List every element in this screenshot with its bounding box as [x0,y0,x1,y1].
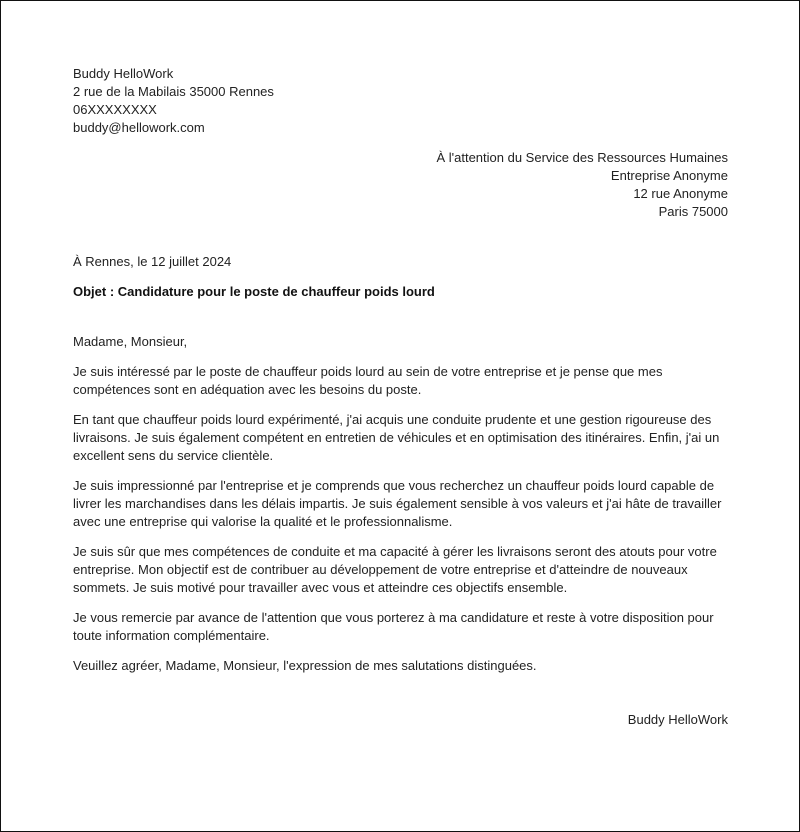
sender-address: 2 rue de la Mabilais 35000 Rennes [73,84,274,99]
paragraph: En tant que chauffeur poids lourd expérimenté, j'ai acquis une conduite prudente et une gestion rigoureuse des livraisons. Je suis également compétent en entretien de véhicules et en optimisation des itinéraires. Enfin, j'ai un excellent sens du service clientèle. [73,412,720,463]
recipient-city: Paris 75000 [658,204,728,219]
sender-phone: 06XXXXXXXX [73,102,157,117]
paragraph: Je suis sûr que mes compétences de conduite et ma capacité à gérer les livraisons seront des atouts pour votre entreprise. Mon objectif est de contribuer au développement de votre entreprise et d'atteindre de nouveaux sommets. Je suis motivé pour travailler avec vous et atteindre ces objectifs ensemble. [73,544,717,595]
closing-formula: Veuillez agréer, Madame, Monsieur, l'expression de mes salutations distinguées. [73,658,537,673]
subject-line: Objet : Candidature pour le poste de chauffeur poids lourd [73,284,435,299]
sender-name: Buddy HelloWork [73,66,174,81]
signature: Buddy HelloWork [627,712,728,727]
paragraph: Je suis impressionné par l'entreprise et je comprends que vous recherchez un chauffeur poids lourd capable de livrer les marchandises dans les délais impartis. Je suis également sensible à vos valeurs et j'ai hâte de travailler avec une entreprise qui valorise la qualité et le professionnalisme. [73,478,722,529]
recipient-attention: À l'attention du Service des Ressources Humaines [436,150,728,165]
greeting: Madame, Monsieur, [73,334,188,349]
paragraph: Je suis intéressé par le poste de chauffeur poids lourd au sein de votre entreprise et je pense que mes compétences sont en adéquation avec les besoins du poste. [73,364,663,397]
recipient-street: 12 rue Anonyme [633,186,728,201]
recipient-company: Entreprise Anonyme [610,168,728,183]
paragraph: Je vous remercie par avance de l'attention que vous porterez à ma candidature et reste à votre disposition pour toute information complémentaire. [73,610,714,643]
sender-block [73,65,728,137]
sender-email: buddy@hellowork.com [73,120,205,135]
recipient-block [73,149,728,221]
date-line: À Rennes, le 12 juillet 2024 [73,254,232,269]
letter-content [73,65,728,729]
